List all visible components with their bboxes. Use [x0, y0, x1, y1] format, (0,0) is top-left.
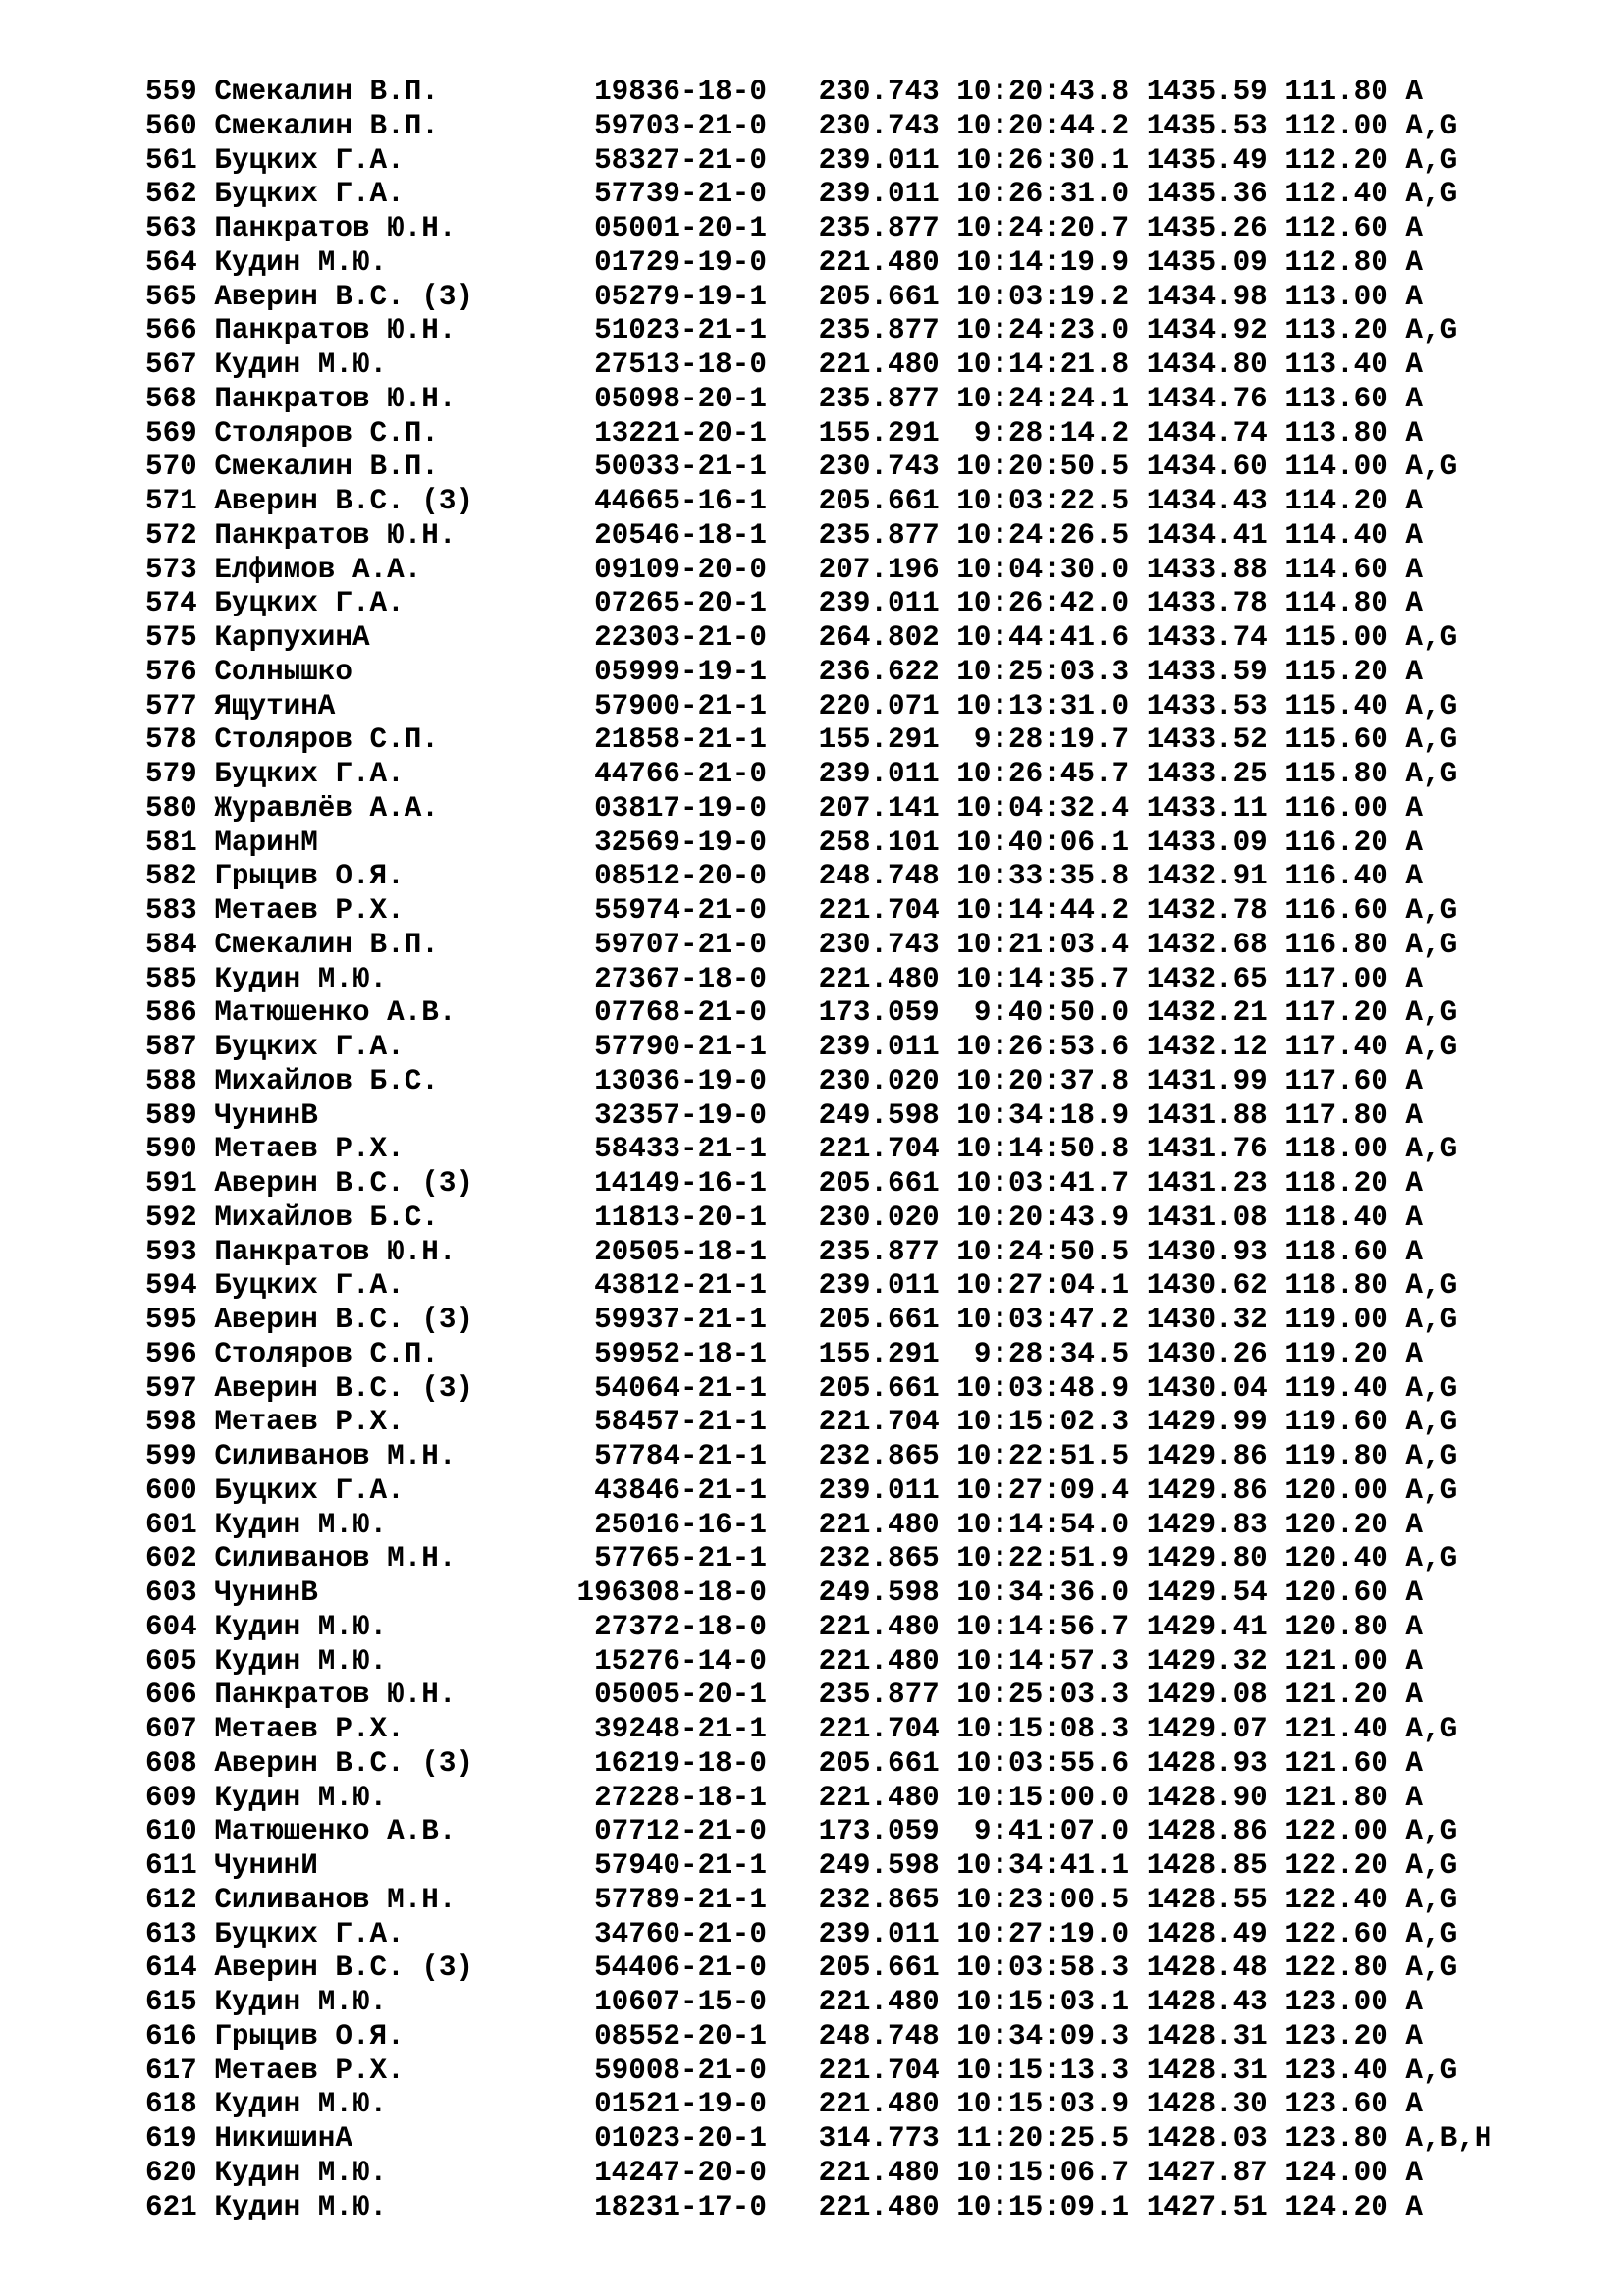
row-text: 562 Буцких Г.А. 57739-21-0 239.011 10:26:31.0 1435.36 112.40 A,G: [145, 178, 1458, 211]
table-row: [145, 281, 1598, 315]
table-row: [145, 1065, 1598, 1099]
table-row: [145, 929, 1598, 963]
table-row: [145, 1338, 1598, 1372]
table-row: [145, 2191, 1598, 2225]
row-text: 618 Кудин М.Ю. 01521-19-0 221.480 10:15:03.9 1428.30 123.60 A: [145, 2088, 1423, 2121]
table-row: [145, 1815, 1598, 1849]
table-row: [145, 996, 1598, 1031]
table-row: [145, 1884, 1598, 1918]
row-text: 579 Буцких Г.А. 44766-21-0 239.011 10:26:45.7 1433.25 115.80 A,G: [145, 758, 1458, 790]
table-row: [145, 792, 1598, 827]
table-row: [145, 1031, 1598, 1065]
table-row: [145, 1576, 1598, 1611]
row-text: 574 Буцких Г.А. 07265-20-1 239.011 10:26:42.0 1433.78 114.80 A: [145, 587, 1423, 620]
table-row: [145, 1201, 1598, 1236]
row-text: 583 Метаев Р.Х. 55974-21-0 221.704 10:14:44.2 1432.78 116.60 A,G: [145, 894, 1458, 927]
table-row: [145, 1645, 1598, 1680]
row-text: 565 Аверин В.С. (3) 05279-19-1 205.661 10:03:19.2 1434.98 113.00 A: [145, 280, 1423, 313]
row-text: 602 Силиванов М.Н. 57765-21-1 232.865 10:22:51.9 1429.80 120.40 A,G: [145, 1542, 1458, 1575]
row-text: 582 Грыцив О.Я. 08512-20-0 248.748 10:33:35.8 1432.91 116.40 A: [145, 860, 1423, 893]
table-row: [145, 76, 1598, 110]
table-row: [145, 1269, 1598, 1304]
row-text: 603 ЧунинВ 196308-18-0 249.598 10:34:36.0 1429.54 120.60 A: [145, 1576, 1423, 1609]
table-row: [145, 621, 1598, 656]
table-row: [145, 860, 1598, 894]
table-row: [145, 383, 1598, 417]
row-text: 606 Панкратов Ю.Н. 05005-20-1 235.877 10:25:03.3 1429.08 121.20 A: [145, 1679, 1423, 1712]
table-row: [145, 1951, 1598, 1986]
table-row: [145, 963, 1598, 997]
table-row: [145, 1918, 1598, 1952]
row-text: 567 Кудин М.Ю. 27513-18-0 221.480 10:14:21.8 1434.80 113.40 A: [145, 348, 1423, 381]
row-text: 560 Смекалин В.П. 59703-21-0 230.743 10:20:44.2 1435.53 112.00 A,G: [145, 109, 1458, 142]
row-text: 595 Аверин В.С. (3) 59937-21-1 205.661 10:03:47.2 1430.32 119.00 A,G: [145, 1304, 1458, 1336]
row-text: 566 Панкратов Ю.Н. 51023-21-1 235.877 10:24:23.0 1434.92 113.20 A,G: [145, 314, 1458, 347]
table-row: [145, 1099, 1598, 1134]
row-text: 571 Аверин В.С. (3) 44665-16-1 205.661 10:03:22.5 1434.43 114.20 A: [145, 485, 1423, 517]
row-text: 609 Кудин М.Ю. 27228-18-1 221.480 10:15:00.0 1428.90 121.80 A: [145, 1781, 1423, 1814]
table-row: [145, 554, 1598, 588]
row-text: 587 Буцких Г.А. 57790-21-1 239.011 10:26:53.6 1432.12 117.40 A,G: [145, 1031, 1458, 1063]
row-text: 614 Аверин В.С. (3) 54406-21-0 205.661 10:03:58.3 1428.48 122.80 A,G: [145, 1951, 1458, 1985]
row-text: 573 Елфимов А.А. 09109-20-0 207.196 10:04:30.0 1433.88 114.60 A: [145, 553, 1423, 586]
row-text: 580 Журавлёв А.А. 03817-19-0 207.141 10:04:32.4 1433.11 116.00 A: [145, 791, 1423, 825]
table-row: [145, 144, 1598, 179]
row-text: 615 Кудин М.Ю. 10607-15-0 221.480 10:15:03.1 1428.43 123.00 A: [145, 1986, 1423, 2018]
row-text: 592 Михайлов Б.С. 11813-20-1 230.020 10:20:43.9 1431.08 118.40 A: [145, 1201, 1423, 1234]
row-text: 576 Солнышко 05999-19-1 236.622 10:25:03.3 1433.59 115.20 A: [145, 655, 1423, 688]
table-row: [145, 656, 1598, 690]
row-text: 619 НикишинА 01023-20-1 314.773 11:20:25.5 1428.03 123.80 A,B,H: [145, 2122, 1492, 2155]
table-row: [145, 1509, 1598, 1543]
table-row: [145, 1679, 1598, 1713]
table-row: [145, 485, 1598, 519]
row-text: 564 Кудин М.Ю. 01729-19-0 221.480 10:14:19.9 1435.09 112.80 A: [145, 245, 1423, 279]
table-row: [145, 2088, 1598, 2122]
row-text: 594 Буцких Г.А. 43812-21-1 239.011 10:27:04.1 1430.62 118.80 A,G: [145, 1269, 1458, 1303]
table-row: [145, 1304, 1598, 1338]
row-text: 591 Аверин В.С. (3) 14149-16-1 205.661 10:03:41.7 1431.23 118.20 A: [145, 1167, 1423, 1200]
table-row: [145, 451, 1598, 485]
row-text: 563 Панкратов Ю.Н. 05001-20-1 235.877 10:24:20.7 1435.26 112.60 A: [145, 212, 1423, 244]
table-row: [145, 1236, 1598, 1270]
table-row: [145, 2020, 1598, 2055]
table-row: [145, 723, 1598, 758]
row-text: 577 ЯщутинА 57900-21-1 220.071 10:13:31.0 1433.53 115.40 A,G: [145, 689, 1458, 722]
table-row: [145, 246, 1598, 281]
row-text: 607 Метаев Р.Х. 39248-21-1 221.704 10:15:08.3 1429.07 121.40 A,G: [145, 1713, 1458, 1745]
table-row: [145, 894, 1598, 929]
row-text: 578 Столяров С.П. 21858-21-1 155.291 9:28:19.7 1433.52 115.60 A,G: [145, 723, 1458, 757]
row-text: 617 Метаев Р.Х. 59008-21-0 221.704 10:15:13.3 1428.31 123.40 A,G: [145, 2054, 1458, 2087]
row-text: 611 ЧунинИ 57940-21-1 249.598 10:34:41.1 1428.85 122.20 A,G: [145, 1849, 1458, 1882]
row-text: 588 Михайлов Б.С. 13036-19-0 230.020 10:20:37.8 1431.99 117.60 A: [145, 1064, 1423, 1097]
table-row: [145, 1440, 1598, 1474]
row-text: 581 МаринМ 32569-19-0 258.101 10:40:06.1 1433.09 116.20 A: [145, 826, 1423, 859]
table-row: [145, 1474, 1598, 1509]
row-text: 620 Кудин М.Ю. 14247-20-0 221.480 10:15:06.7 1427.87 124.00 A: [145, 2156, 1423, 2189]
row-text: 608 Аверин В.С. (3) 16219-18-0 205.661 10:03:55.6 1428.93 121.60 A: [145, 1746, 1423, 1780]
row-text: 605 Кудин М.Ю. 15276-14-0 221.480 10:14:57.3 1429.32 121.00 A: [145, 1644, 1423, 1678]
table-row: [145, 178, 1598, 212]
table-row: [145, 212, 1598, 246]
row-text: 613 Буцких Г.А. 34760-21-0 239.011 10:27:19.0 1428.49 122.60 A,G: [145, 1917, 1458, 1950]
table-row: [145, 758, 1598, 792]
table-row: [145, 1782, 1598, 1816]
table-row: [145, 1406, 1598, 1440]
row-text: 610 Матюшенко А.В. 07712-21-0 173.059 9:41:07.0 1428.86 122.00 A,G: [145, 1815, 1458, 1848]
table-row: [145, 1986, 1598, 2020]
table-row: [145, 1133, 1598, 1167]
table-row: [145, 2122, 1598, 2157]
table-row: [145, 1372, 1598, 1407]
table-row: [145, 587, 1598, 621]
row-text: 568 Панкратов Ю.Н. 05098-20-1 235.877 10:24:24.1 1434.76 113.60 A: [145, 382, 1423, 415]
row-text: 569 Столяров С.П. 13221-20-1 155.291 9:28:14.2 1434.74 113.80 A: [145, 416, 1423, 450]
table-row: [145, 1611, 1598, 1645]
table-row: [145, 314, 1598, 348]
table-row: [145, 1542, 1598, 1576]
row-text: 597 Аверин В.С. (3) 54064-21-1 205.661 10:03:48.9 1430.04 119.40 A,G: [145, 1371, 1458, 1405]
row-text: 599 Силиванов М.Н. 57784-21-1 232.865 10:22:51.5 1429.86 119.80 A,G: [145, 1440, 1458, 1472]
row-text: 598 Метаев Р.Х. 58457-21-1 221.704 10:15:02.3 1429.99 119.60 A,G: [145, 1406, 1458, 1439]
row-text: 590 Метаев Р.Х. 58433-21-1 221.704 10:14:50.8 1431.76 118.00 A,G: [145, 1133, 1458, 1166]
table-row: [145, 827, 1598, 861]
table-row: [145, 1167, 1598, 1201]
row-text: 572 Панкратов Ю.Н. 20546-18-1 235.877 10:24:26.5 1434.41 114.40 A: [145, 518, 1423, 552]
row-text: 612 Силиванов М.Н. 57789-21-1 232.865 10:23:00.5 1428.55 122.40 A,G: [145, 1883, 1458, 1916]
row-text: 585 Кудин М.Ю. 27367-18-0 221.480 10:14:35.7 1432.65 117.00 A: [145, 962, 1423, 995]
results-table: [145, 76, 1598, 2224]
table-row: [145, 519, 1598, 554]
table-row: [145, 2055, 1598, 2089]
row-text: 593 Панкратов Ю.Н. 20505-18-1 235.877 10:24:50.5 1430.93 118.60 A: [145, 1235, 1423, 1268]
row-text: 575 КарпухинА 22303-21-0 264.802 10:44:41.6 1433.74 115.00 A,G: [145, 621, 1458, 654]
row-text: 561 Буцких Г.А. 58327-21-0 239.011 10:26:30.1 1435.49 112.20 A,G: [145, 143, 1458, 177]
row-text: 586 Матюшенко А.В. 07768-21-0 173.059 9:40:50.0 1432.21 117.20 A,G: [145, 996, 1458, 1030]
row-text: 589 ЧунинВ 32357-19-0 249.598 10:34:18.9 1431.88 117.80 A: [145, 1098, 1423, 1132]
row-text: 600 Буцких Г.А. 43846-21-1 239.011 10:27:09.4 1429.86 120.00 A,G: [145, 1473, 1458, 1507]
table-row: [145, 348, 1598, 383]
row-text: 616 Грыцив О.Я. 08552-20-1 248.748 10:34:09.3 1428.31 123.20 A: [145, 2019, 1423, 2053]
row-text: 559 Смекалин В.П. 19836-18-0 230.743 10:20:43.8 1435.59 111.80 A: [145, 76, 1423, 108]
row-text: 604 Кудин М.Ю. 27372-18-0 221.480 10:14:56.7 1429.41 120.80 A: [145, 1610, 1423, 1643]
table-row: [145, 1747, 1598, 1782]
table-row: [145, 1849, 1598, 1884]
table-row: [145, 1713, 1598, 1747]
table-row: [145, 417, 1598, 452]
row-text: 570 Смекалин В.П. 50033-21-1 230.743 10:20:50.5 1434.60 114.00 A,G: [145, 451, 1458, 484]
row-text: 601 Кудин М.Ю. 25016-16-1 221.480 10:14:54.0 1429.83 120.20 A: [145, 1508, 1423, 1541]
table-row: [145, 2157, 1598, 2191]
table-row: [145, 690, 1598, 724]
row-text: 584 Смекалин В.П. 59707-21-0 230.743 10:21:03.4 1432.68 116.80 A,G: [145, 928, 1458, 961]
row-text: 621 Кудин М.Ю. 18231-17-0 221.480 10:15:09.1 1427.51 124.20 A: [145, 2190, 1423, 2223]
row-text: 596 Столяров С.П. 59952-18-1 155.291 9:28:34.5 1430.26 119.20 A: [145, 1337, 1423, 1370]
table-row: [145, 110, 1598, 144]
